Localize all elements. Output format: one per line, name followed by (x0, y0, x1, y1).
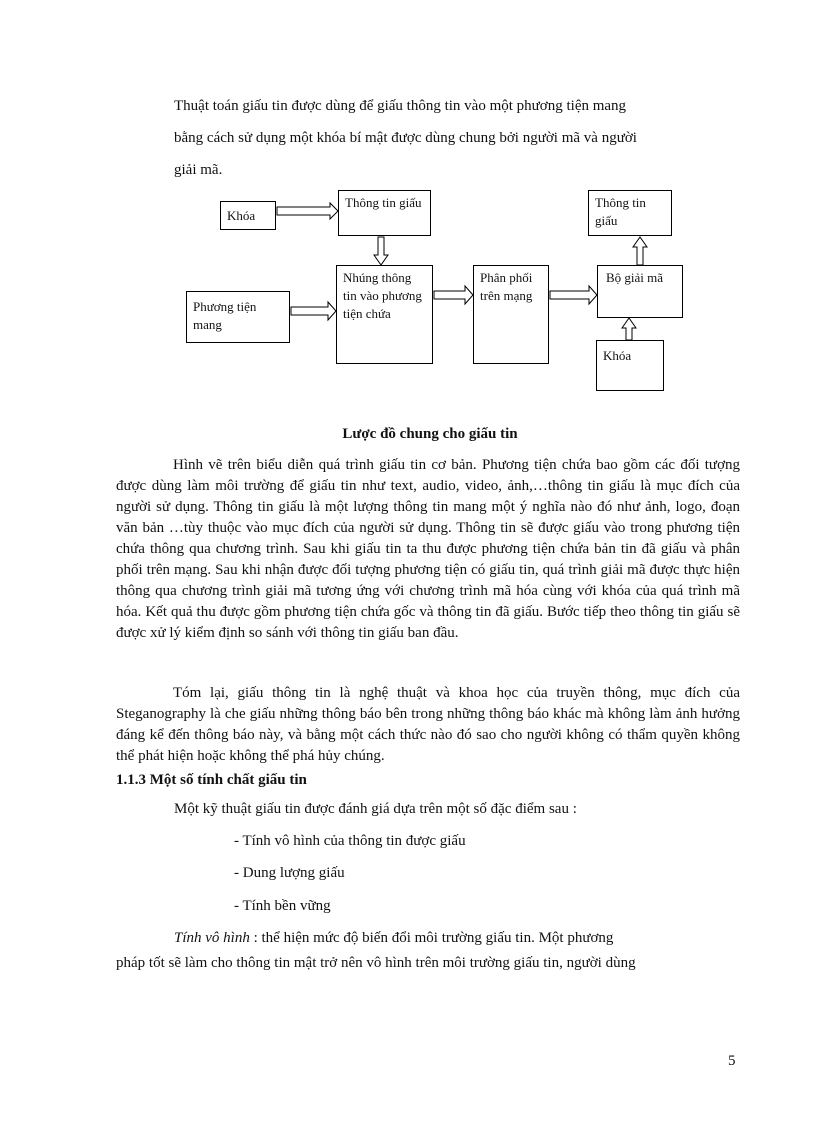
criteria-item-capacity: - Dung lượng giấu (234, 865, 345, 881)
diagram-caption: Lược đồ chung cho giấu tin (342, 426, 518, 442)
box-thong-tin-giau-2: Thông tin giấu (588, 190, 672, 236)
box-bo-giai-ma: Bộ giải mã (597, 265, 683, 318)
paragraph-2: Tóm lại, giấu thông tin là nghệ thuật và khoa học của truyền thông, mục đích của Steganography là che giấu những thông báo bên trong những thông báo khác mà không làm ảnh hưởng đáng kể đến thông báo này, và bằng một cách thức nào đó sao cho người không có thẩm quyền không thể phát hiện hoặc không thể phá hủy chúng. (116, 685, 740, 764)
criteria-item-invisibility: - Tính vô hình của thông tin được giấu (234, 833, 466, 849)
intro-line-3: giải mã. (174, 162, 223, 178)
page-number: 5 (728, 1053, 736, 1069)
arrow-phanphoi-to-giaima (550, 286, 597, 304)
arrow-khoa-to-thongtin (277, 203, 338, 219)
arrow-nhung-to-phanphoi (434, 286, 473, 304)
paragraph-1: Hình vẽ trên biểu diễn quá trình giấu tin cơ bản. Phương tiện chứa bao gồm các đối tượng được dùng làm môi trường để giấu tin như text, audio, video, ảnh,…thông tin giấu là mục đích của người sử dụng. Thông tin giấu là một lượng thông tin mang một ý nghĩa nào đó như ảnh, logo, đoạn văn bản …tùy thuộc vào mục đích của người sử dụng. Thông tin sẽ được giấu vào trong phương tiện chứa thông qua chương trình. Sau khi giấu tin ta thu được phương tiện chứa bản tin đã giấu và phân phối trên mạng. Sau khi nhận được đối tượng phương tiện có giấu tin, quá trình giải mã được thực hiện thông qua chương trình giải mã tương ứng với chương trình mã hóa cùng với khóa của quá trình mã hóa. Kết quả thu được gồm phương tiện chứa gốc và thông tin đã giấu. Bước tiếp theo thông tin giấu sẽ được xử lý kiểm định so sánh với thông tin giấu ban đầu. (116, 457, 740, 641)
intro-line-1: Thuật toán giấu tin được dùng để giấu thông tin vào một phương tiện mang (174, 98, 627, 114)
arrow-khoa2-to-giaima (622, 318, 636, 340)
box-khoa-2: Khóa (596, 340, 664, 391)
criteria-item-robustness: - Tính bền vững (234, 898, 331, 914)
box-thong-tin-giau-1: Thông tin giấu (338, 190, 431, 236)
box-phan-phoi: Phân phối trên mạng (473, 265, 549, 364)
criteria-intro: Một kỹ thuật giấu tin được đánh giá dựa trên một số đặc điểm sau : (174, 801, 577, 817)
box-phuong-tien-mang: Phương tiện mang (186, 291, 290, 343)
arrow-giaima-to-thongtin (633, 237, 647, 265)
last-para-line-1-rest: : thể hiện mức độ biến đổi môi trường giấu tin. Một phương (249, 930, 614, 946)
last-para-line-1 (174, 930, 740, 947)
box-nhung-thong-tin: Nhúng thông tin vào phương tiện chứa (336, 265, 433, 364)
section-heading: 1.1.3 Một số tính chất giấu tin (116, 772, 307, 788)
term-invisibility: Tính vô hình (174, 930, 250, 946)
arrow-thongtin-to-nhung (374, 237, 388, 265)
arrow-phuongtien-to-nhung (291, 302, 336, 320)
box-khoa-1: Khóa (220, 201, 276, 230)
last-para-line-2: pháp tốt sẽ làm cho thông tin mật trở nên vô hình trên môi trường giấu tin, người dùng (116, 955, 636, 971)
intro-line-2: bằng cách sử dụng một khóa bí mật được dùng chung bởi người mã và người (174, 130, 637, 146)
